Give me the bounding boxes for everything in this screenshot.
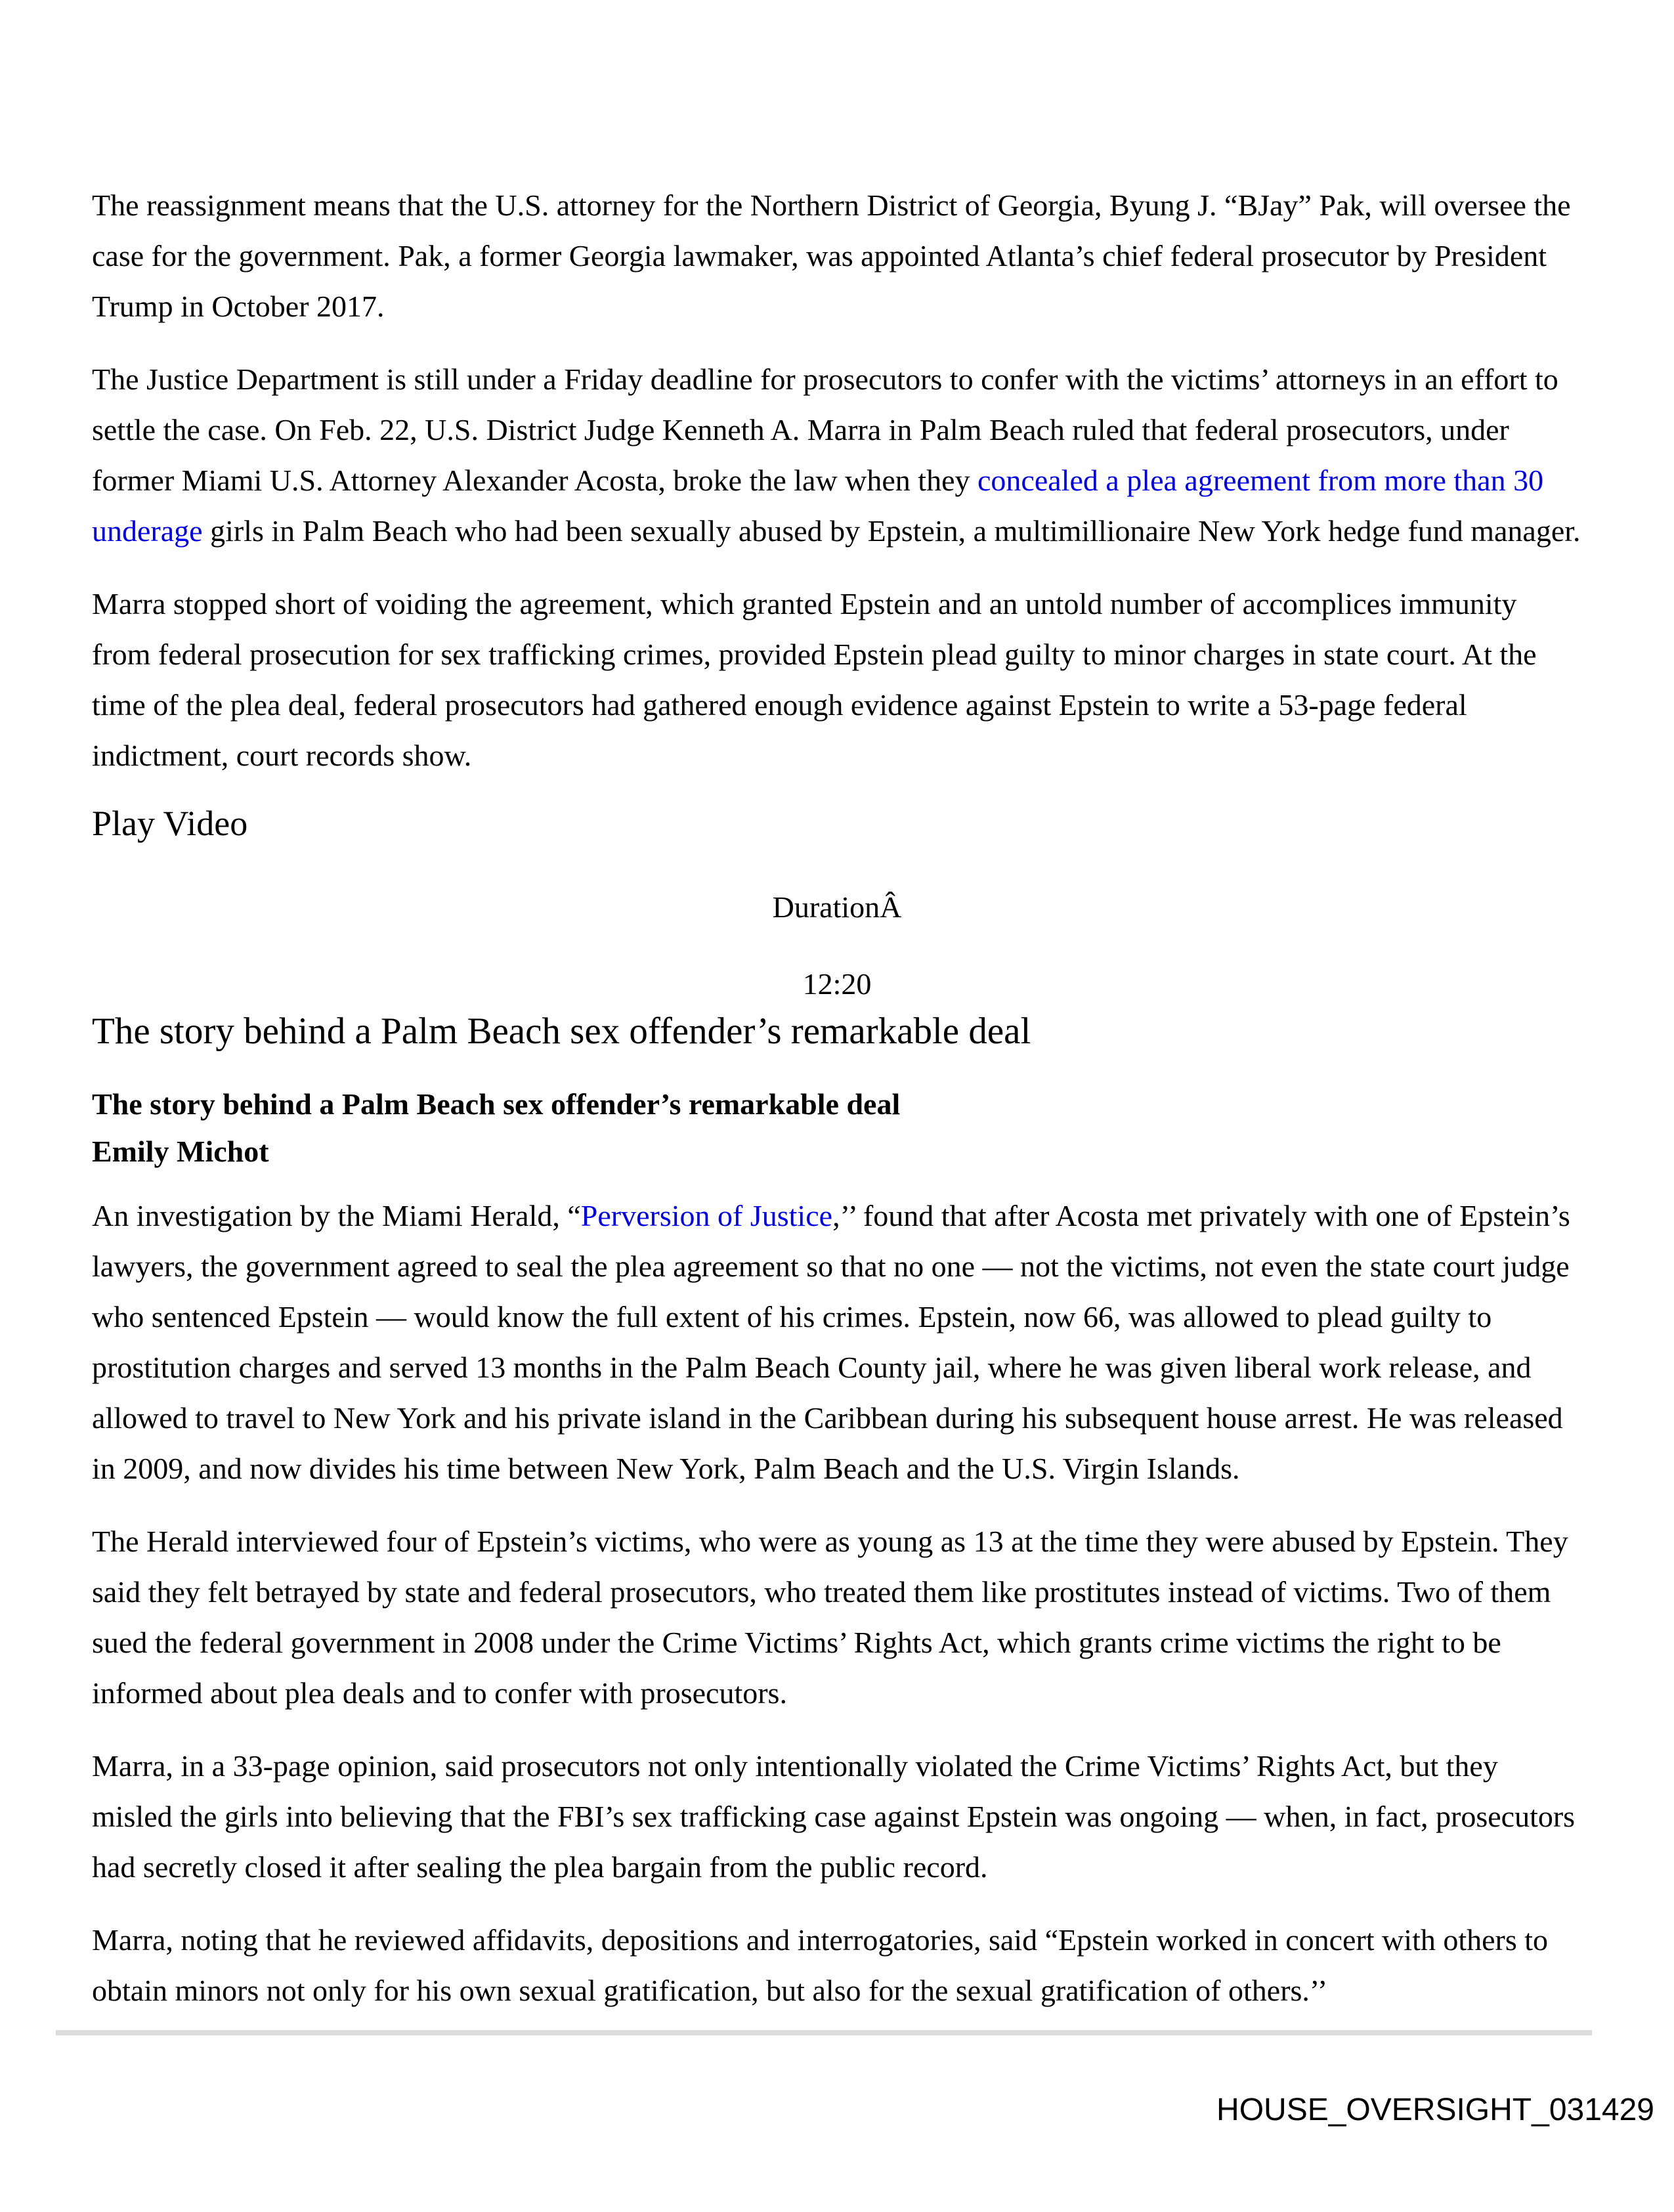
paragraph-text-after: ,’’ found that after Acosta met privately with one of Epstein’s lawyers, the government agreed to seal the plea agreement so that no one — not the victims, not even the state court judge who sentenced Epstein — would know the full extent of his crimes. Epstein, now 66, was allowed to plead guilty to prostitution charges and served 13 months in the Palm Beach County jail, where he was given liberal work release, and allowed to travel to New York and his private island in the Caribbean during his subsequent house arrest. He was released in 2009, and now divides his time between New York, Palm Beach and the U.S. Virgin Islands. bbox=[92, 1199, 1570, 1485]
paragraph-text-before: The Justice Department is still under a Friday deadline for prosecutors to confer with the victims’ attorneys in an effort to settle the case. On Feb. 22, U.S. District Judge Kenneth A. Marra in Palm Beach ruled that federal prosecutors, under former Miami U.S. Attorney Alexander Acosta, broke the law when they bbox=[92, 362, 1558, 497]
video-byline: Emily Michot bbox=[92, 1135, 269, 1168]
bates-stamp: HOUSE_OVERSIGHT_031429 bbox=[1216, 2093, 1654, 2127]
video-duration-label: DurationÂ bbox=[772, 890, 902, 924]
video-headline: The story behind a Palm Beach sex offender’s remarkable deal bbox=[92, 1010, 1031, 1052]
paragraph-marra-stopped: Marra stopped short of voiding the agreement, which granted Epstein and an untold number of accomplices immunity from federal prosecution for sex trafficking crimes, provided Epstein plead guilty to minor charges in state court. At the time of the plea deal, federal prosecutors had gathered enough evidence against Epstein to write a 53-page federal indictment, court records show. bbox=[92, 587, 1537, 772]
perversion-of-justice-link[interactable]: Perversion of Justice bbox=[580, 1199, 833, 1232]
video-caption-title: The story behind a Palm Beach sex offender’s remarkable deal bbox=[92, 1087, 901, 1121]
paragraph-text-before: An investigation by the Miami Herald, “ bbox=[92, 1199, 581, 1232]
paragraph-herald-interviewed: The Herald interviewed four of Epstein’s victims, who were as young as 13 at the time they were abused by Epstein. They said they felt betrayed by state and federal prosecutors, who treated them like prostitutes instead of victims. Two of them sued the federal government in 2008 under the Crime Victims’ Rights Act, which grants crime victims the right to be informed about plea deals and to confer with prosecutors. bbox=[92, 1525, 1568, 1710]
paragraph-marra-noting: Marra, noting that he reviewed affidavits, depositions and interrogatories, said “Epstein worked in concert with others to obtain minors not only for his own sexual gratification, but also for the sexual gratification of others.’’ bbox=[92, 1923, 1549, 2007]
paragraph-investigation bbox=[92, 1190, 1582, 1494]
paragraph-justice-department bbox=[92, 354, 1582, 556]
paragraph-marra-opinion: Marra, in a 33-page opinion, said prosecutors not only intentionally violated the Crime Victims’ Rights Act, but they misled the girls into believing that the FBI’s sex trafficking case against Epstein was ongoing — when, in fact, prosecutors had secretly closed it after sealing the plea bargain from the public record. bbox=[92, 1749, 1576, 1884]
video-duration-value: 12:20 bbox=[802, 967, 872, 1001]
play-video-heading[interactable]: Play Video bbox=[92, 804, 248, 843]
concealed-plea-link[interactable]: concealed a plea agreement from more than 30 underage bbox=[92, 464, 1544, 548]
paragraph-reassignment: The reassignment means that the U.S. attorney for the Northern District of Georgia, Byung J. “BJay” Pak, will oversee the case for the government. Pak, a former Georgia lawmaker, was appointed Atlanta’s chief federal prosecutor by President Trump in October 2017. bbox=[92, 188, 1571, 323]
footer-divider bbox=[56, 2030, 1592, 2035]
paragraph-text-after: girls in Palm Beach who had been sexually abused by Epstein, a multimillionaire New York hedge fund manager. bbox=[202, 514, 1581, 548]
